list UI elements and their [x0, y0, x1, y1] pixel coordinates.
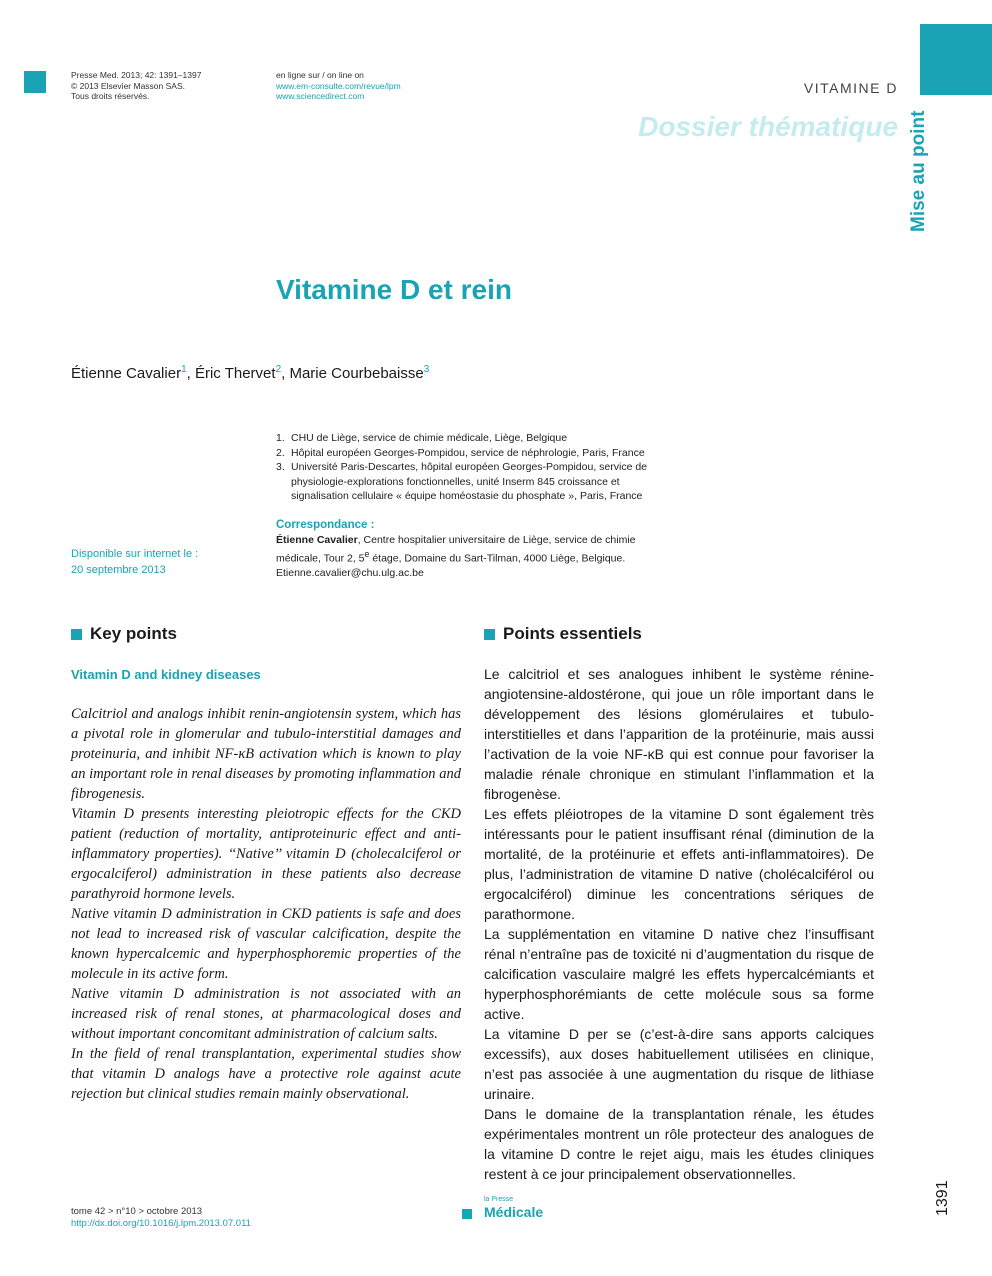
online-block [276, 70, 401, 102]
key-points-title: Key points [90, 624, 177, 643]
citation-line: Presse Med. 2013; 42: 1391–1397 [71, 70, 202, 80]
author-affil-ref: 3 [423, 364, 430, 375]
point-essentiel-paragraph: Les effets pléiotropes de la vitamine D sont également très intéressants pour le patient insuffisant rénal (diminution de la mortalité, de la protéinurie et effets anti-inflammatoires). De plus, l’administration de vitamine D native (cholécalciférol ou ergocalciférol) diminue les concentrations sériques de parathormone. [484, 806, 874, 922]
affiliation-number: 2. [276, 446, 285, 459]
topic-label: VITAMINE D [803, 80, 898, 96]
correspondence-heading: Correspondance : [276, 519, 375, 531]
section-vertical-label: Mise au point [908, 110, 929, 232]
correspondence-address-part: étage, Domaine du Sart-Tilman, 4000 Liège, Belgique. [369, 552, 626, 565]
article-title: Vitamine D et rein [276, 274, 513, 305]
doi-link[interactable]: http://dx.doi.org/10.1016/j.lpm.2013.07.011 [71, 1217, 251, 1229]
correspondence-address [276, 533, 676, 567]
author-affil-ref: 2 [275, 364, 282, 375]
affiliation-item [276, 460, 676, 504]
em-consulte-link[interactable]: www.em-consulte.com/revue/lpm [276, 80, 401, 91]
availability-label: Disponible sur internet le : [71, 548, 199, 560]
floor-suffix: e [364, 549, 370, 559]
availability-block [71, 546, 198, 578]
affiliation-text: Université Paris-Descartes, hôpital européen Georges-Pompidou, service de physiologie-explorations fonctionnelles, unité Inserm 845 croissance et signalisation cellulaire « équipe homéostasie du phosphate », Paris, France [291, 461, 648, 502]
affiliation-number: 3. [276, 461, 285, 473]
key-point-paragraph: In the field of renal transplantation, experimental studies show that vitamin D analogs have a protective role against acute rejection but clinical studies remain mainly observational. [71, 1046, 461, 1102]
affiliation-text: CHU de Liège, service de chimie médicale, Liège, Belgique [291, 432, 568, 444]
points-essentiels-title: Points essentiels [503, 624, 642, 643]
points-essentiels-body [484, 664, 874, 1184]
key-point-paragraph: Native vitamin D administration is not associated with an increased risk of renal stones, at pharmacological doses and without important concomitant administration of calcium salts. [71, 986, 461, 1042]
affiliation-text: Hôpital européen Georges-Pompidou, service de néphrologie, Paris, France [291, 446, 645, 459]
availability-date: 20 septembre 2013 [71, 564, 166, 576]
dossier-label: Dossier thématique [638, 111, 898, 142]
key-points-subheading: Vitamin D and kidney diseases [71, 667, 261, 682]
section-bullet-icon [484, 629, 495, 640]
correspondence-email[interactable]: Etienne.cavalier@chu.ulg.ac.be [276, 567, 424, 579]
key-point-paragraph: Vitamin D presents interesting pleiotropic effects for the CKD patient (reduction of mortality, antiproteinuric effect and anti-inflammatory properties). ‘‘Native’’ vitamin D (cholecalciferol or ergocalciferol) administration in these patients also decrease parathyroid hormone levels. [71, 806, 461, 902]
author-affil-ref: 1 [181, 364, 187, 375]
key-points-heading [71, 624, 177, 644]
correspondence-block [276, 518, 676, 581]
key-points-body [71, 704, 461, 1104]
affiliation-list [276, 431, 676, 504]
footer-issue-block [71, 1206, 251, 1229]
issue-line: tome 42 > n°10 > octobre 2013 [71, 1206, 203, 1217]
key-point-paragraph: Calcitriol and analogs inhibit renin-angiotensin system, which has a pivotal role in glomerular and tubulo-interstitial damages and proteinuria, and inhibit NF-κB activation which is known to play an important role in renal diseases by promoting inflammation and fibrogenesis. [71, 706, 461, 802]
logo-big-text: Médicale [484, 1204, 544, 1220]
point-essentiel-paragraph: La supplémentation en vitamine D native chez l’insuffisant rénal n’entraîne pas de toxicité ni d’augmentation du risque de calcification vasculaire malgré les effets hypercalcémiants et hyperphosphorémiants de cette molécule sous sa forme active. [484, 926, 874, 1022]
online-label: en ligne sur / on line on [276, 70, 364, 80]
section-bullet-icon [71, 629, 82, 640]
author-name: Éric Thervet [194, 365, 276, 382]
key-point-paragraph: Native vitamin D administration in CKD patients is safe and does not lead to increased risk of vascular calcification, despite the known hypercalcemic and hyperphosphoremic properties of the molecule in its active form. [71, 906, 461, 982]
corner-square-left [24, 71, 46, 93]
point-essentiel-paragraph: Dans le domaine de la transplantation rénale, les études expérimentales montrent un rôle protecteur des analogues de la vitamine D contre le rejet aigu, mais les études cliniques restent à ce jour principalement observationnelles. [484, 1106, 874, 1182]
author-name: Marie Courbebaisse [289, 365, 424, 382]
citation-line: Tous droits réservés. [71, 91, 150, 101]
affiliation-number: 1. [276, 432, 285, 444]
page-number: 1391 [934, 1180, 951, 1216]
points-essentiels-heading [484, 624, 642, 644]
journal-logo [462, 1196, 543, 1222]
point-essentiel-paragraph: Le calcitriol et ses analogues inhibent le système rénine-angiotensine-aldostérone, qui joue un rôle important dans le développement des lésions glomérulaires et tubulo-interstitielles et dans l’apparition de la protéinurie, mais aussi l’activation de la voie NF-κB qui est connue pour favoriser la maladie rénale chronique en stimulant l’inflammation et la fibrogenèse. [484, 666, 874, 802]
affiliation-item [276, 446, 676, 461]
logo-square-icon [462, 1209, 472, 1219]
sciencedirect-link[interactable]: www.sciencedirect.com [276, 91, 365, 101]
correspondence-name: Étienne Cavalier [276, 533, 358, 546]
citation-line: © 2013 Elsevier Masson SAS. [71, 80, 185, 91]
author-name: Étienne Cavalier [71, 365, 182, 382]
citation-block [71, 70, 201, 102]
author-list: Étienne Cavalier$^1$, Éric Thervet$^2$, Marie Courbebaisse$^3$ [71, 364, 430, 382]
correspondence-address-part: , Centre hospitalier universitaire de Liège, service de chimie médicale, Tour 2, 5 [276, 533, 636, 565]
logo-small-text: la Presse [484, 1196, 514, 1203]
point-essentiel-paragraph: La vitamine D per se (c’est-à-dire sans apports calciques excessifs), aux doses habituellement utilisées en clinique, n’est pas associée à une augmentation du risque de lithiase urinaire. [484, 1026, 874, 1102]
affiliation-item [276, 431, 676, 446]
